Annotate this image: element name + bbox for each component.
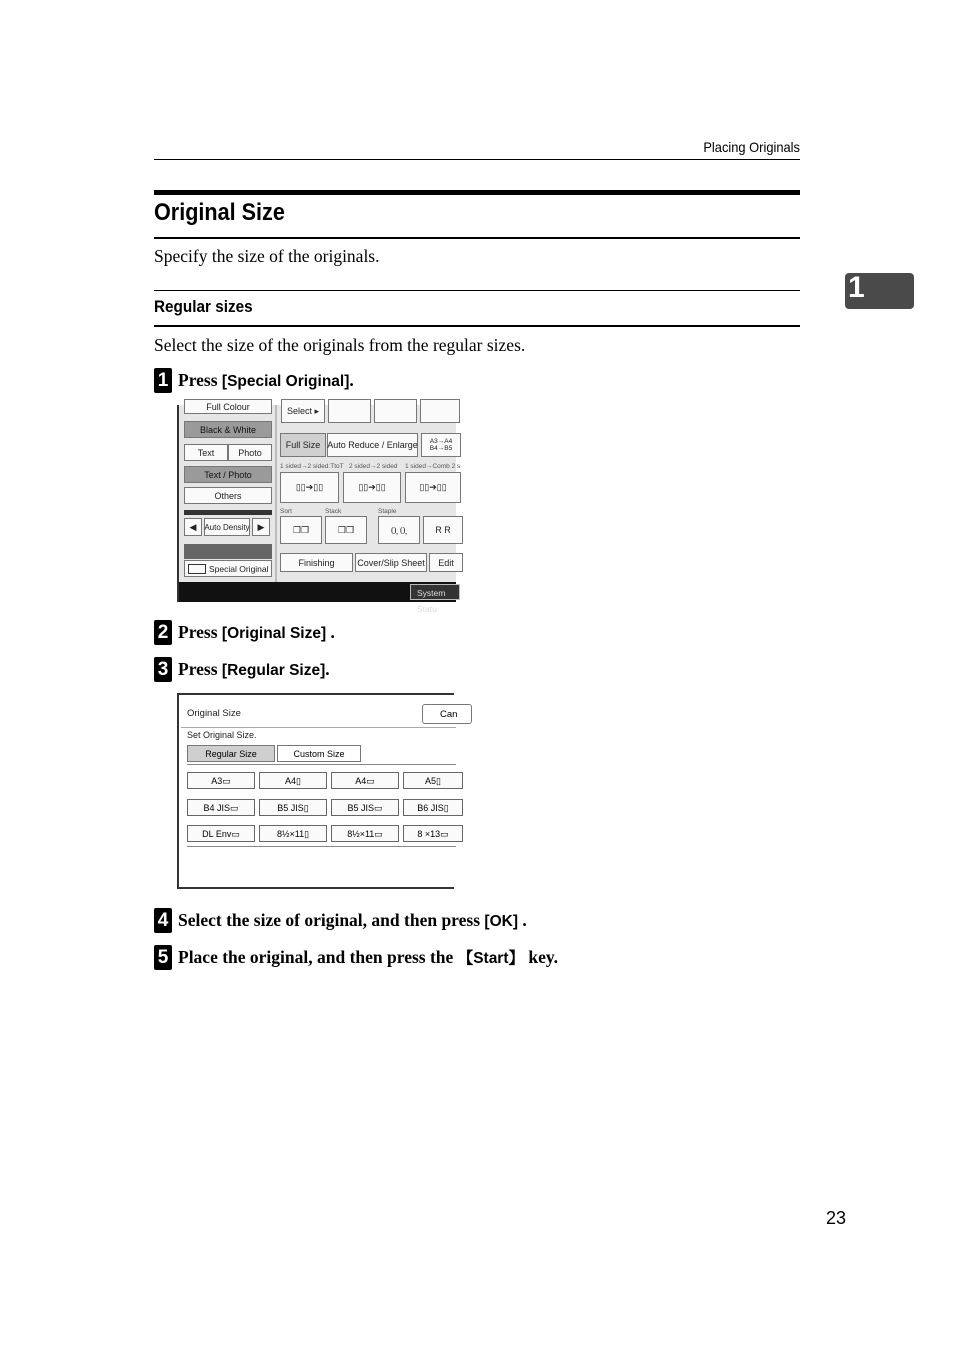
blank-panel [184,544,272,559]
staple-top-button[interactable] [378,516,420,544]
section-title-rule [154,237,800,239]
size-letter-portrait-button[interactable]: 8½×11▯ [259,825,327,842]
select-button[interactable]: Select ▸ [281,399,325,423]
dialog-subtitle: Set Original Size. [187,730,257,740]
sort-button[interactable] [280,516,322,544]
step-number: 1 [154,368,172,393]
blank-button-1[interactable] [328,399,371,423]
full-colour-button[interactable]: Full Colour [184,399,272,414]
duplex-combine-button[interactable] [405,472,461,503]
step-2 [154,619,335,645]
black-white-button[interactable]: Black & White [184,421,272,438]
blank-button-3[interactable] [420,399,460,423]
size-b6-jis-button[interactable]: B6 JIS▯ [403,799,463,816]
duplex-label-3: 1 sided→Comb 2 s [405,463,461,470]
step-4 [154,907,527,933]
dialog-title: Original Size [187,708,241,719]
step-number: 4 [154,908,172,933]
duplex-2to2-button[interactable] [343,472,401,503]
cancel-button[interactable]: Can [422,704,472,724]
cover-slip-sheet-button[interactable]: Cover/Slip Sheet [355,553,427,572]
staple-icon: 🄁🄁 [389,525,408,536]
special-original-icon [188,564,206,574]
duplex-icon: ▯▯➔▯▯ [358,482,386,492]
staple-corner-button[interactable] [423,516,463,544]
sort-icon: ❐❐ [292,524,310,535]
arrow-right-icon: ▶ [257,521,265,532]
step-number: 5 [154,945,172,970]
subsection-title: Regular sizes [154,297,253,316]
step-1 [154,367,354,393]
size-a5-portrait-button[interactable]: A5▯ [403,772,463,789]
full-size-button[interactable]: Full Size [280,433,326,457]
copier-main-screen [177,401,461,614]
duplex-label-2: 2 sided→2 sided [349,463,398,470]
step-text: Press [Regular Size]. [178,658,330,679]
dialog-divider [181,727,456,728]
header-rule [154,159,800,160]
text-button[interactable]: Text [184,444,228,461]
auto-reduce-enlarge-button[interactable]: Auto Reduce / Enlarge [327,433,418,457]
original-size-dialog [177,693,458,889]
finishing-button[interactable]: Finishing [280,553,353,572]
section-title: Original Size [154,199,285,226]
section-intro: Specify the size of the originals. [154,246,380,266]
lighter-button[interactable] [184,518,202,536]
tab-custom-size[interactable]: Custom Size [277,745,361,762]
size-a4-landscape-button[interactable]: A4▭ [331,772,399,789]
page-number: 23 [825,1208,846,1228]
photo-button[interactable]: Photo [228,444,272,461]
size-letter-landscape-button[interactable]: 8½×11▭ [331,825,399,842]
size-b4-jis-button[interactable]: B4 JIS▭ [187,799,255,816]
auto-density-button[interactable]: Auto Density [204,518,250,536]
duplex-label-1: 1 sided→2 sided:TtoT [280,463,344,470]
preset-ratio-button[interactable]: A3→A4 B4→B5 [421,433,461,457]
text-photo-button[interactable]: Text / Photo [184,466,272,483]
grid-bottom-line [187,846,456,847]
step-3 [154,656,330,682]
step-text: Select the size of original, and then press [OK] . [178,909,527,930]
section-top-rule [154,190,800,195]
stack-label: Stack [325,508,342,515]
tab-regular-size[interactable]: Regular Size [187,745,275,762]
size-dl-env-button[interactable]: DL Env▭ [187,825,255,842]
step-5 [154,944,558,970]
size-a4-portrait-button[interactable]: A4▯ [259,772,327,789]
chapter-number: 1 [848,271,865,304]
step-text: Place the original, and then press the 【Start】 key. [178,947,559,967]
step-text: Press [Original Size] . [178,621,335,642]
duplex-1to2-button[interactable] [280,472,339,503]
edit-button[interactable]: Edit [429,553,463,572]
step-number: 2 [154,620,172,645]
staple-label: Staple [378,508,397,515]
system-status-button[interactable]: System Statu [410,584,460,600]
combine-icon: ▯▯➔▯▯ [419,482,447,492]
chapter-tab [845,273,914,309]
duplex-icon: ▯▯➔▯▯ [295,482,324,492]
panel-divider [275,405,277,582]
special-original-button[interactable]: Special Original [184,560,272,577]
running-header: Placing Originals [703,139,800,155]
status-bar [179,582,456,614]
others-button[interactable]: Others [184,487,272,504]
size-b5-jis-landscape-button[interactable]: B5 JIS▭ [331,799,399,816]
staple-icon: R R [435,525,451,535]
size-b5-jis-portrait-button[interactable]: B5 JIS▯ [259,799,327,816]
subsection-bottom-rule [154,325,800,327]
arrow-left-icon: ◀ [189,521,197,532]
size-a3-landscape-button[interactable]: A3▭ [187,772,255,789]
density-scale[interactable] [184,510,272,515]
blank-button-2[interactable] [374,399,417,423]
step-number: 3 [154,657,172,682]
darker-button[interactable] [252,518,270,536]
step-text: Press [Special Original]. [178,369,354,390]
tab-underline [187,764,456,765]
subsection-top-rule [154,290,800,291]
stack-icon: ❐❐ [337,524,355,535]
subsection-intro: Select the size of the originals from the regular sizes. [154,335,526,355]
sort-label: Sort [280,508,292,515]
stack-button[interactable] [325,516,367,544]
size-8x13-button[interactable]: 8 ×13▭ [403,825,463,842]
